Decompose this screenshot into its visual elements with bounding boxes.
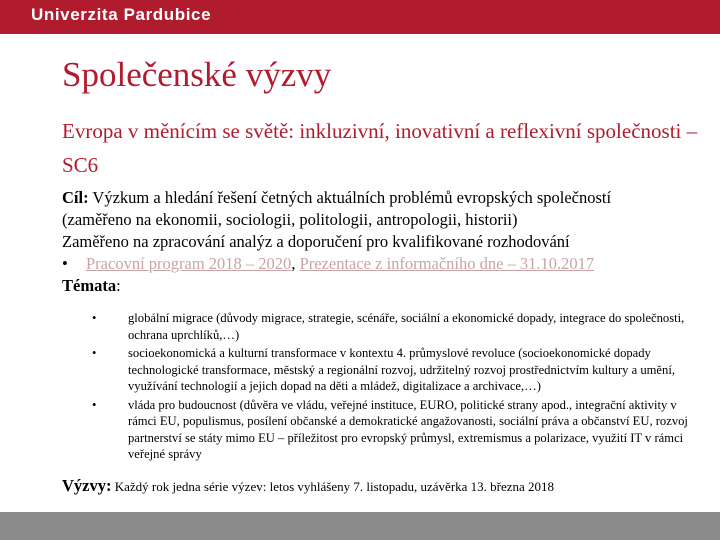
bullet: • [92, 397, 97, 412]
bullet: • [92, 346, 97, 360]
goal-label: Cíl: [62, 188, 89, 207]
list-item [84, 310, 704, 343]
info-day-presentation-link[interactable]: Prezentace z informačního dne – 31.10.2017 [299, 254, 595, 273]
calls-text: Každý rok jedna série výzev: letos vyhlášeny 7. listopadu, uzávěrka 13. března 2018 [111, 479, 555, 494]
link-separator: , [291, 254, 300, 273]
topics-heading [62, 275, 707, 297]
slide-title: Společenské výzvy [62, 55, 332, 94]
links-line [62, 253, 707, 275]
calls-label: Výzvy: [62, 476, 112, 495]
topics-label: Témata [62, 276, 117, 295]
calls-line [62, 476, 554, 496]
goal-line [62, 187, 707, 209]
slide-subtitle: Evropa v měnícím se světě: inkluzivní, inovativní a reflexivní společnosti – SC6 [62, 119, 698, 177]
list-item [84, 397, 704, 463]
footer-bar [0, 512, 720, 540]
topics-colon: : [116, 276, 121, 295]
list-item [84, 345, 704, 395]
work-programme-link[interactable]: Pracovní program 2018 – 2020 [86, 254, 292, 273]
slide-body [62, 187, 707, 297]
goal-text: Výzkum a hledání řešení četných aktuálních problémů evropských společností [88, 188, 612, 207]
bullet: • [62, 254, 68, 273]
topic-text: socioekonomická a kulturní transformace v kontextu 4. průmyslové revoluce (socioekonomické dopady technologické transformace, městský a regionální rozvoj, udržitelný rozvoj prostřednictvím kultury a umění, využívání technologií a jejich dopad na děti a mládež, digitalizace a archivace,…) [128, 346, 675, 393]
header-bar [0, 0, 720, 34]
goal-text-2: (zaměřeno na ekonomii, sociologii, politologii, antropologii, historii) [62, 210, 518, 229]
focus-line: Zaměřeno na zpracování analýz a doporučení pro kvalifikované rozhodování [62, 232, 570, 251]
topics-list [84, 310, 704, 465]
topic-text: globální migrace (důvody migrace, strategie, scénáře, sociální a ekonomické dopady, integrace do společnosti, ochrana uprchlíků,…) [128, 311, 685, 342]
bullet: • [92, 311, 97, 325]
university-logo-text: Univerzita Pardubice [31, 5, 212, 24]
topic-text: vláda pro budoucnost (důvěra ve vládu, veřejné instituce, EURO, politické strany apod., integrační aktivity v rámci EU, populismus, posílení občanské a demokratické angažovanosti, sociální práva a občanství EU, rozvoj partnerství se státy mimo EU – příležitost pro evropský průmysl, extremismus a polarizace, využití IT v rámci veřejné správy [128, 397, 688, 461]
